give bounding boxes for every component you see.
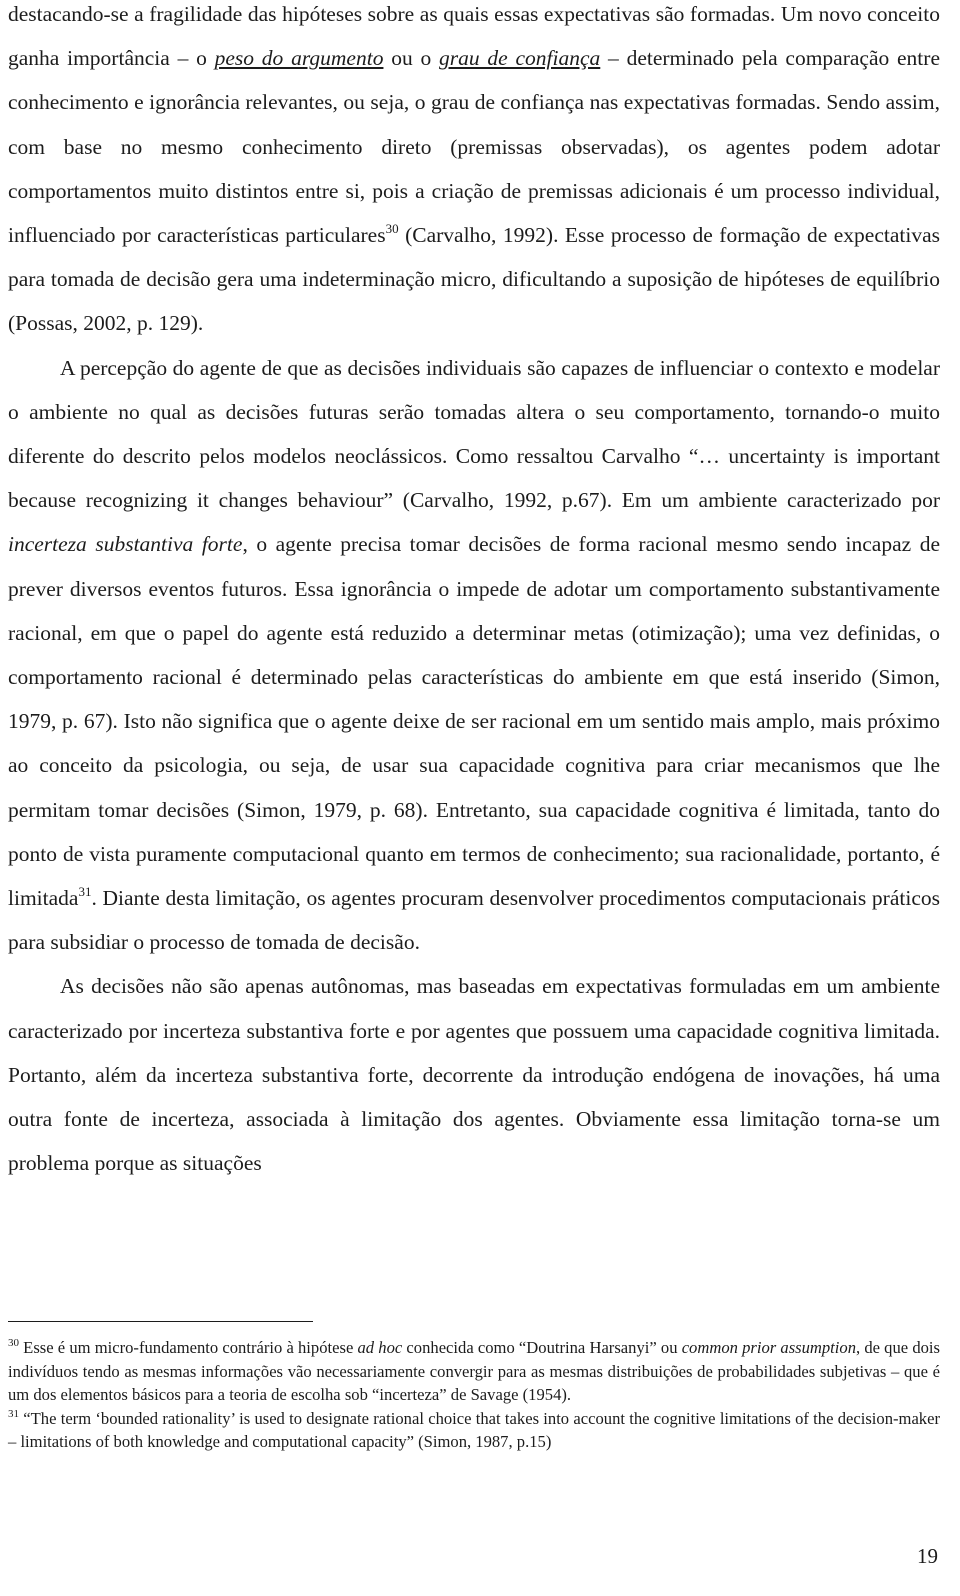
body-text [8,0,940,1185]
text-span: – determinado pela comparação entre conhecimento e ignorância relevantes, ou seja, o grau de confiança nas expectativas formadas. Sendo assim, com base no mesmo conhecimento direto (premissas observadas), os agentes podem adotar comportamentos muito distintos entre si, pois a criação de premissas adicionais é um processo individual, influenciado por características particulares [8,46,940,248]
paragraph-2 [8,346,940,965]
term-ad-hoc: ad hoc [357,1338,403,1357]
text-span: conhecida como “Doutrina Harsanyi” ou [402,1338,682,1357]
text-span: ou o [383,46,440,71]
footnote-number: 31 [8,1407,19,1420]
page-number: 19 [917,1544,938,1568]
term-incerteza-substantiva-forte: incerteza substantiva forte [8,532,243,557]
footnote-30 [8,1336,940,1407]
paragraph-3 [8,964,940,1185]
text-span: . Diante desta limitação, os agentes procuram desenvolver procedimentos computacionais práticos para subsidiar o processo de tomada de decisão. [8,886,940,955]
text-span: (Carvalho, 1992). Esse processo de formação de expectativas para tomada de decisão gera uma indeterminação micro, dificultando a suposição de hipóteses de equilíbrio (Possas, 2002, p. 129). [8,223,940,336]
text-span: destacando-se a fragilidade das hipóteses sobre as quais essas expectativas são formadas. Um novo conceito ganha importância – o [8,2,940,71]
text-span: , o agente precisa tomar decisões de forma racional mesmo sendo incapaz de prever diversos eventos futuros. Essa ignorância o impede de adotar um comportamento substantivamente racional, em que o papel do agente está reduzido a determinar metas (otimização); uma vez definidas, o comportamento racional é determinado pelas características do ambiente em que está inserido (Simon, 1979, p. 67). Isto não significa que o agente deixe de ser racional em um sentido mais amplo, mais próximo ao conceito da psicologia, ou seja, de usar sua capacidade cognitiva para criar mecanismos que lhe permitam tomar decisões (Simon, 1979, p. 68). Entretanto, sua capacidade cognitiva é limitada, tanto do ponto de vista puramente computacional quanto em termos de conhecimento; sua racionalidade, portanto, é limitada [8,532,940,911]
footnote-separator [8,1321,313,1322]
footnote-ref-30: 30 [385,221,399,237]
text-span: A percepção do agente de que as decisões individuais são capazes de influenciar o contexto e modelar o ambiente no qual as decisões futuras serão tomadas altera o seu comportamento, tornando-o muito diferente do descrito pelos modelos neoclássicos. Como ressaltou Carvalho “… uncertainty is important because recognizing it changes behaviour” (Carvalho, 1992, p.67). Em um ambiente caracterizado por [8,355,940,513]
footnote-ref-31: 31 [78,884,92,900]
footnotes [8,1336,940,1454]
term-common-prior-assumption: common prior assumption [681,1338,856,1357]
term-peso-do-argumento: peso do argumento [214,46,384,71]
term-grau-de-confianca: grau de confiança [439,46,601,71]
text-span: , de que dois indivíduos tendo as mesmas informações vão necessariamente convergir para as mesmas distribuições de probabilidades subjetivas – que é um dos elementos básicos para a teoria de escolha sob “incerteza” de Savage (1954). [8,1338,940,1405]
text-span: As decisões não são apenas autônomas, mas baseadas em expectativas formuladas em um ambiente caracterizado por incerteza substantiva forte e por agentes que possuem uma capacidade cognitiva limitada. Portanto, além da incerteza substantiva forte, decorrente da introdução endógena de inovações, há uma outra fonte de incerteza, associada à limitação dos agentes. Obviamente essa limitação torna-se um problema porque as situações [8,974,940,1176]
text-span: Esse é um micro-fundamento contrário à hipótese [19,1338,358,1357]
footnote-31 [8,1407,940,1454]
footnote-number: 30 [8,1337,19,1349]
paragraph-1 [8,0,940,346]
text-span: “The term ‘bounded rationality’ is used to designate rational choice that takes into account the cognitive limitations of the decision-maker – limitations of both knowledge and computational capacity” (Simon, 1987, p.15) [8,1408,940,1452]
